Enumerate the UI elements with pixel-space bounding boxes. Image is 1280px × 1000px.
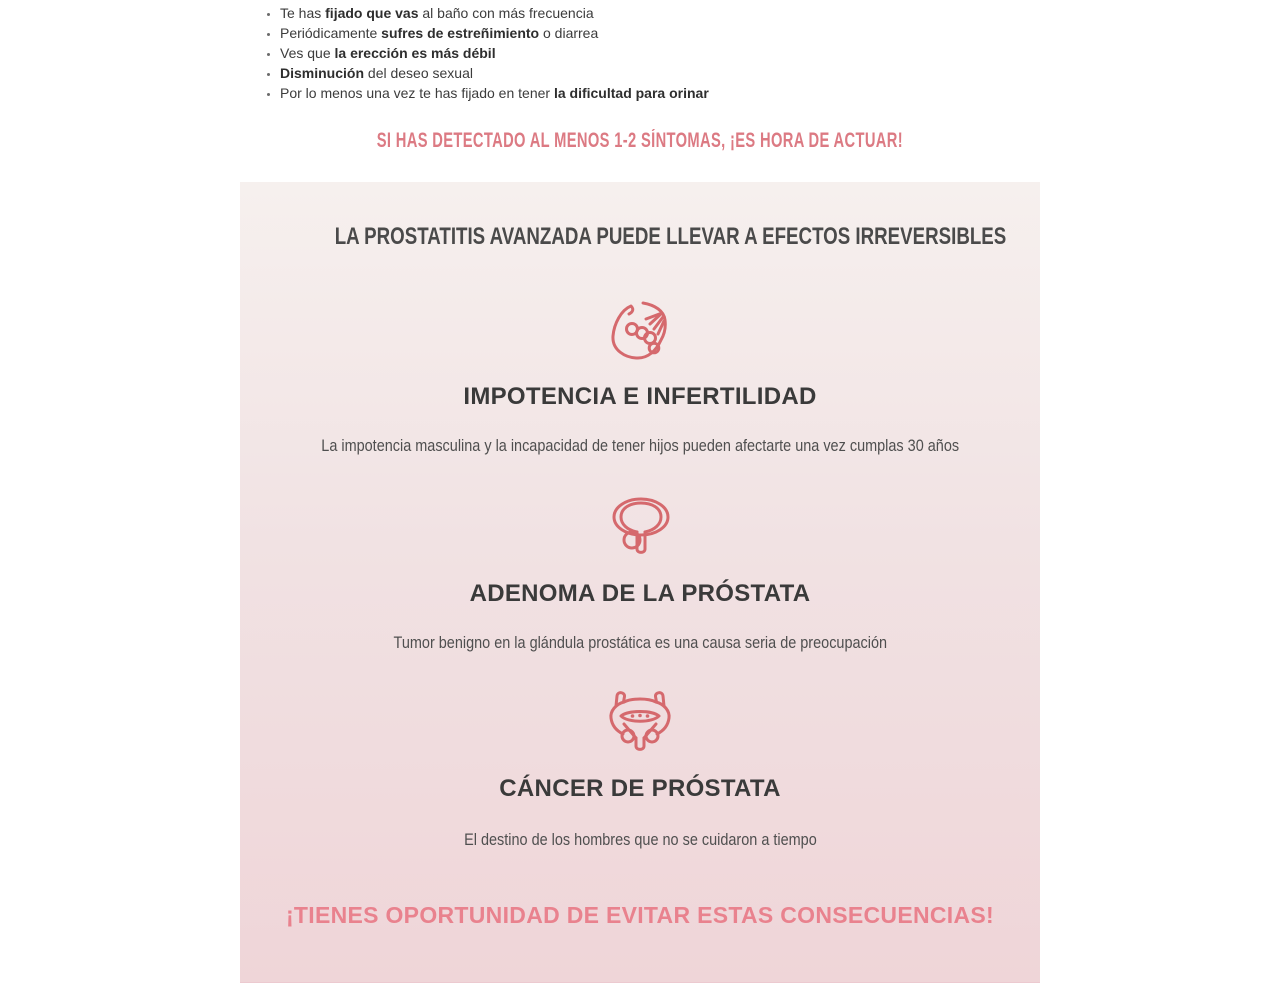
consequence-title: CÁNCER DE PRÓSTATA [499,775,781,802]
list-item [280,83,1040,103]
symptom-text-bold: fijado que vas [325,5,419,21]
alert-heading-text: SI HAS DETECTADO AL MENOS 1-2 SÍNTOMAS, ¡ES HORA DE ACTUAR! [376,129,904,152]
consequence-description-text: La impotencia masculina y la incapacidad de tener hijos pueden afectarte una vez cumplas 30 años [321,436,959,455]
list-item [280,43,1040,63]
symptom-text: Ves que [280,45,335,61]
alert-heading [240,129,1040,153]
symptom-text: o diarrea [539,25,599,41]
symptom-text-bold: la dificultad para orinar [553,85,709,101]
bladder-tumor-icon [600,685,680,757]
list-item [280,3,1040,23]
consequence-icon-wrap [240,295,1040,367]
list-item [280,23,1040,43]
consequence-title: IMPOTENCIA E INFERTILIDAD [463,383,817,410]
consequence-description [240,436,1040,456]
bladder-prostate-icon [600,490,680,562]
symptom-text-bold: Disminución [280,65,365,81]
symptoms-list [240,0,1040,103]
fertility-cell-icon [600,295,680,367]
symptom-text-bold: la erección es más débil [334,45,496,61]
cta-heading: ¡TIENES OPORTUNIDAD DE EVITAR ESTAS CONSECUENCIAS! [285,902,995,928]
consequence-title: ADENOMA DE LA PRÓSTATA [469,580,811,607]
symptom-text: Por lo menos una vez te has fijado en tener [280,85,554,101]
consequences-panel [240,182,1040,983]
main-content-column [240,0,1040,983]
consequence-description-text: Tumor benigno en la glándula prostática es una causa seria de preocupación [393,633,887,652]
symptom-text: Te has [280,5,326,21]
consequence-icon-wrap [240,685,1040,757]
consequence-description [240,830,1040,850]
panel-title-text: LA PROSTATITIS AVANZADA PUEDE LLEVAR A EFECTOS IRREVERSIBLES [334,223,1007,250]
symptom-text-bold: sufres de estreñimiento [381,25,540,41]
symptom-text: Periódicamente [280,25,382,41]
symptom-text: al baño con más frecuencia [418,5,594,21]
symptom-text: del deseo sexual [364,65,473,81]
list-item [280,63,1040,83]
consequence-description [240,633,1040,653]
panel-title [240,224,1040,250]
consequence-icon-wrap [240,490,1040,562]
consequence-description-text: El destino de los hombres que no se cuidaron a tiempo [463,830,817,849]
